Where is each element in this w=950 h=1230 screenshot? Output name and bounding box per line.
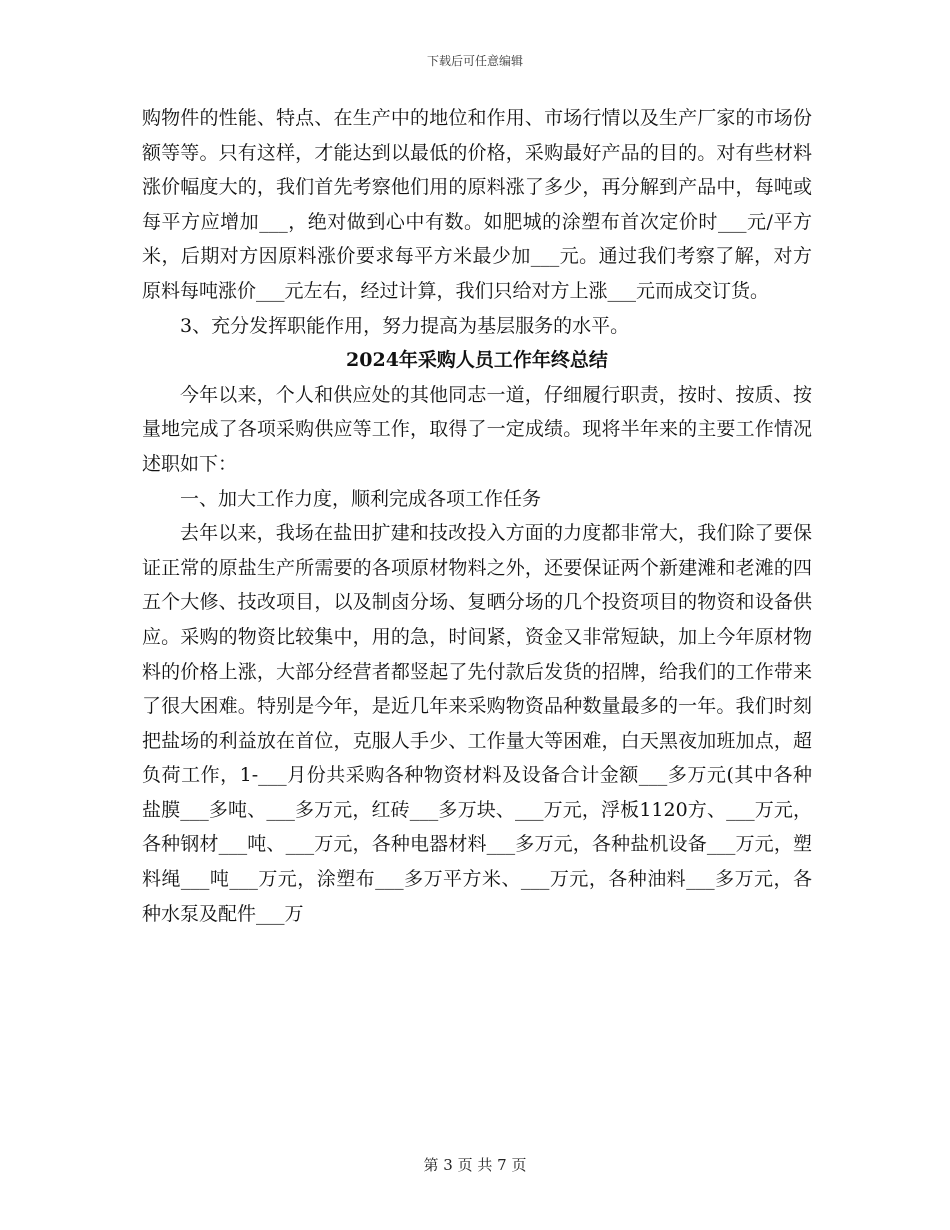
- paragraph-details: 去年以来，我场在盐田扩建和技改投入方面的力度都非常大，我们除了要保证正常的原盐生产所需要的各项原材物料之外，还要保证两个新建滩和老滩的四五个大修、技改项目，以及制卤分场、复晒分场的几个投资项目的物资和设备供应。采购的物资比较集中，用的急，时间紧，资金又非常短缺，加上今年原材物料的价格上涨，大部分经营者都竖起了先付款后发货的招牌，给我们的工作带来了很大困难。特别是今年，是近几年来采购物资品种数量最多的一年。我们时刻把盐场的利益放在首位，克服人手少、工作量大等困难，白天黑夜加班加点，超负荷工作，1-___月份共采购各种物资材料及设备合计金额___多万元(其中各种盐膜___多吨、___多万元，红砖___多万块、___万元，浮板1120方、___万元，各种钢材___吨、___万元，各种电器材料___多万元，各种盐机设备___万元，塑料绳___吨___万元，涂塑布___多万平方米、___万元，各种油料___多万元，各种水泵及配件___万: [142, 522, 812, 925]
- page-header-note: 下载后可任意编辑: [426, 54, 523, 68]
- section-title: 2024年采购人员工作年终总结: [346, 349, 608, 372]
- paragraph-intro: 今年以来，个人和供应处的其他同志一道，仔细履行职责，按时、按质、按量地完成了各项采购供应等工作，取得了一定成绩。现将半年来的主要工作情况述职如下：: [142, 383, 812, 475]
- document-body: [142, 101, 812, 931]
- page-number: 第 3 页 共 7 页: [423, 1156, 527, 1174]
- paragraph-heading-1: 一、加大工作力度，顺利完成各项工作任务: [180, 487, 542, 510]
- paragraph-item-3: 3、充分发挥职能作用，努力提高为基层服务的水平。: [180, 314, 630, 337]
- paragraph-continuation: 购物件的性能、特点、在生产中的地位和作用、市场行情以及生产厂家的市场份额等等。只有这样，才能达到以最低的价格，采购最好产品的目的。对有些材料涨价幅度大的，我们首先考察他们用的原料涨了多少，再分解到产品中，每吨或每平方应增加___，绝对做到心中有数。如肥城的涂塑布首次定价时___元/平方米，后期对方因原料涨价要求每平方米最少加___元。通过我们考察了解，对方原料每吨涨价___元左右，经过计算，我们只给对方上涨___元而成交订货。: [142, 107, 812, 302]
